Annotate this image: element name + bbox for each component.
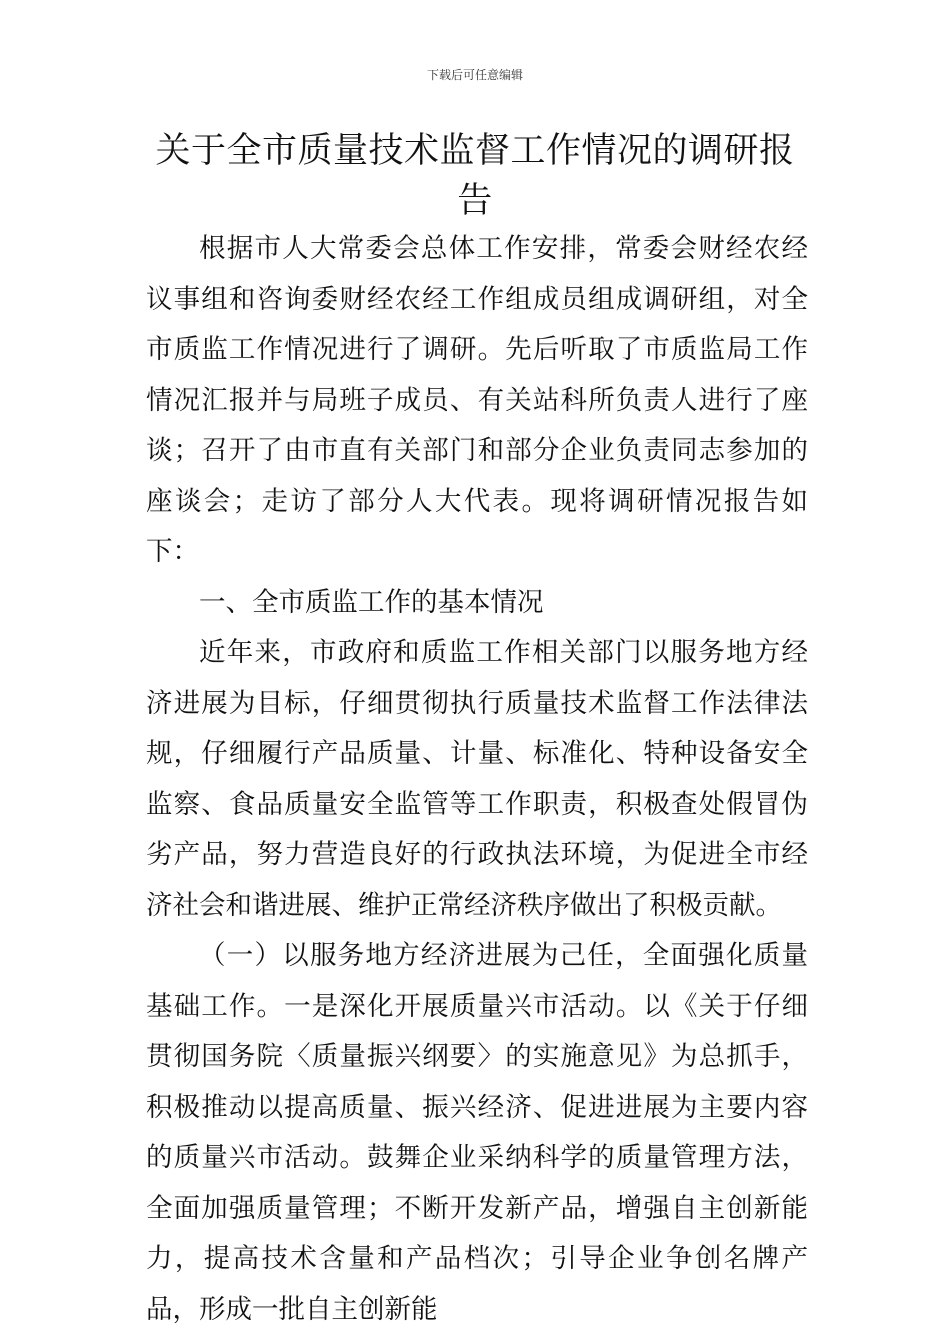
document-body — [146, 224, 808, 1335]
subsection-paragraph: （一）以服务地方经济进展为己任，全面强化质量基础工作。一是深化开展质量兴市活动。以《关于仔细贯彻国务院〈质量振兴纲要〉的实施意见》为总抓手，积极推动以提高质量、振兴经济、促进进展为主要内容的质量兴市活动。鼓舞企业采纳科学的质量管理方法，全面加强质量管理；不断开发新产品，增强自主创新能力，提高技术含量和产品档次；引导企业争创名牌产品，形成一批自主创新能 — [146, 940, 808, 1325]
section-heading: 一、全市质监工作的基本情况 — [199, 586, 544, 618]
intro-paragraph: 根据市人大常委会总体工作安排，常委会财经农经议事组和咨询委财经农经工作组成员组成调研组，对全市质监工作情况进行了调研。先后听取了市质监局工作情况汇报并与局班子成员、有关站科所负责人进行了座谈；召开了由市直有关部门和部分企业负责同志参加的座谈会；走访了部分人大代表。现将调研情况报告如下： — [146, 233, 808, 567]
body-paragraph: 近年来，市政府和质监工作相关部门以服务地方经济进展为目标，仔细贯彻执行质量技术监督工作法律法规，仔细履行产品质量、计量、标准化、特种设备安全监察、食品质量安全监管等工作职责，积极查处假冒伪劣产品，努力营造良好的行政执法环境，为促进全市经济社会和谐进展、维护正常经济秩序做出了积极贡献。 — [146, 637, 808, 921]
document-title: 关于全市质量技术监督工作情况的调研报告 — [155, 131, 795, 221]
header-note: 下载后可任意编辑 — [426, 68, 523, 82]
